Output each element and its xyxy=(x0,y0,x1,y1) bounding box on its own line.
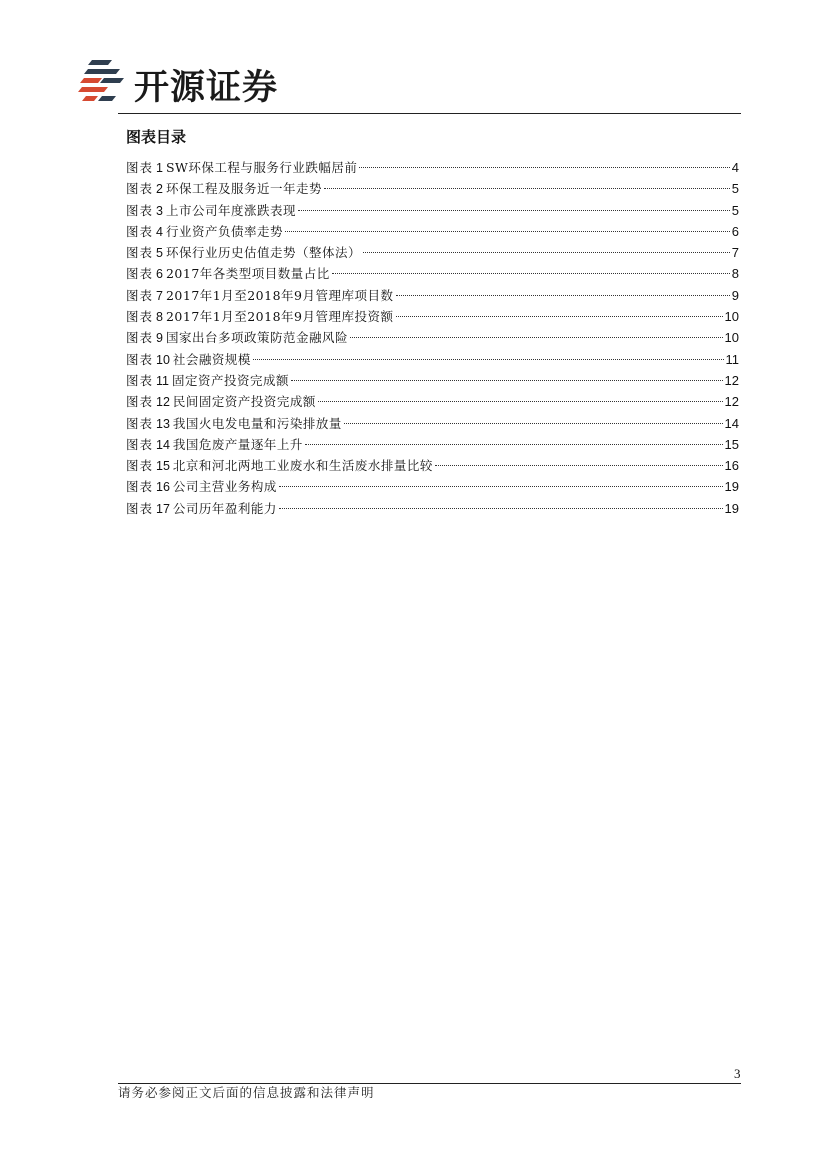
brand-name: 开源证券 xyxy=(134,68,279,108)
toc-entry-page: 11 xyxy=(725,351,739,367)
toc-entry-title: 北京和河北两地工业废水和生活废水排量比较 xyxy=(172,458,433,474)
toc-entry-page: 9 xyxy=(731,287,739,303)
toc-entry-number: 4 xyxy=(156,224,163,239)
toc-entry-title: 国家出台多项政策防范金融风险 xyxy=(165,330,348,346)
toc-entry-page: 5 xyxy=(731,181,739,197)
toc-entry-page: 10 xyxy=(724,309,739,325)
toc-dot-leader xyxy=(332,273,730,274)
toc-entry-title: 2017年1月至2018年9月管理库投资额 xyxy=(165,309,394,325)
toc-dot-leader xyxy=(359,167,729,168)
toc-entry-prefix: 图表 xyxy=(126,479,154,495)
toc-list xyxy=(126,157,739,519)
toc-dot-leader xyxy=(279,508,723,509)
toc-entry-prefix: 图表 xyxy=(126,309,154,325)
toc-entry[interactable] xyxy=(126,178,739,199)
toc-entry-number: 10 xyxy=(156,352,170,367)
toc-dot-leader xyxy=(305,444,723,445)
toc-entry[interactable] xyxy=(126,285,739,306)
toc-entry-number: 6 xyxy=(156,267,163,282)
toc-dot-leader xyxy=(350,337,723,338)
toc-entry-title: 我国火电发电量和污染排放量 xyxy=(172,415,342,431)
toc-entry[interactable] xyxy=(126,413,739,434)
toc-entry-title: 民间固定资产投资完成额 xyxy=(172,394,316,410)
toc-entry-title: 固定资产投资完成额 xyxy=(172,372,290,388)
toc-entry[interactable] xyxy=(126,221,739,242)
toc-heading: 图表目录 xyxy=(126,128,187,146)
toc-entry-page: 12 xyxy=(724,394,739,410)
toc-entry-number: 11 xyxy=(156,373,169,388)
toc-entry-prefix: 图表 xyxy=(126,245,154,261)
toc-entry-number: 2 xyxy=(156,182,163,197)
toc-entry-number: 13 xyxy=(156,416,170,431)
toc-entry-prefix: 图表 xyxy=(126,287,154,303)
toc-entry-number: 8 xyxy=(156,310,163,325)
toc-entry[interactable] xyxy=(126,498,739,519)
toc-dot-leader xyxy=(291,380,723,381)
toc-entry-prefix: 图表 xyxy=(126,181,154,197)
toc-entry-prefix: 图表 xyxy=(126,372,154,388)
toc-entry-title: 环保工程及服务近一年走势 xyxy=(165,181,322,197)
toc-entry-prefix: 图表 xyxy=(126,160,154,175)
toc-entry-number: 15 xyxy=(156,459,170,474)
toc-entry[interactable] xyxy=(126,434,739,455)
toc-entry-number: 9 xyxy=(156,331,163,346)
toc-dot-leader xyxy=(324,188,730,189)
toc-dot-leader xyxy=(396,295,730,296)
toc-entry[interactable] xyxy=(126,370,739,391)
toc-dot-leader xyxy=(363,252,730,253)
toc-entry[interactable] xyxy=(126,200,739,221)
toc-entry[interactable] xyxy=(126,349,739,370)
toc-entry-title: 2017年1月至2018年9月管理库项目数 xyxy=(165,287,394,303)
toc-entry-page: 19 xyxy=(724,479,739,495)
toc-entry-prefix: 图表 xyxy=(126,351,154,367)
toc-entry-title: 2017年各类型项目数量占比 xyxy=(165,266,330,282)
toc-entry-number: 12 xyxy=(156,395,170,410)
toc-entry-page: 12 xyxy=(724,372,739,388)
toc-entry-prefix: 图表 xyxy=(126,436,154,452)
toc-dot-leader xyxy=(253,359,724,360)
toc-entry-title: 公司历年盈利能力 xyxy=(172,500,277,516)
toc-dot-leader xyxy=(435,465,723,466)
toc-entry-number: 16 xyxy=(156,480,170,495)
toc-dot-leader xyxy=(344,423,723,424)
toc-entry-number: 5 xyxy=(156,246,163,261)
toc-entry-page: 14 xyxy=(724,415,739,431)
toc-dot-leader xyxy=(279,486,723,487)
toc-entry-title: 环保行业历史估值走势（整体法） xyxy=(165,245,361,261)
toc-entry-page: 4 xyxy=(731,160,739,175)
toc-entry-number: 1 xyxy=(156,161,163,175)
toc-entry-prefix: 图表 xyxy=(126,394,154,410)
toc-entry[interactable] xyxy=(126,391,739,412)
toc-entry-prefix: 图表 xyxy=(126,202,154,218)
toc-entry-title: 上市公司年度涨跌表现 xyxy=(165,202,296,218)
toc-entry[interactable] xyxy=(126,455,739,476)
toc-entry-title: 公司主营业务构成 xyxy=(172,479,277,495)
page-number: 3 xyxy=(734,1066,741,1081)
toc-entry-prefix: 图表 xyxy=(126,415,154,431)
toc-entry-page: 19 xyxy=(724,500,739,516)
toc-entry-prefix: 图表 xyxy=(126,500,154,516)
toc-entry-number: 17 xyxy=(156,501,170,516)
toc-entry-title: 我国危废产量逐年上升 xyxy=(172,436,303,452)
toc-entry-page: 5 xyxy=(731,202,739,218)
toc-entry[interactable] xyxy=(126,263,739,284)
toc-entry-number: 3 xyxy=(156,203,163,218)
toc-dot-leader xyxy=(318,401,723,402)
toc-entry-page: 8 xyxy=(731,266,739,282)
toc-dot-leader xyxy=(285,231,730,232)
toc-dot-leader xyxy=(298,210,730,211)
toc-entry-number: 14 xyxy=(156,437,170,452)
toc-entry[interactable] xyxy=(126,306,739,327)
footer-disclaimer: 请务必参阅正文后面的信息披露和法律声明 xyxy=(118,1085,375,1100)
toc-entry[interactable] xyxy=(126,157,739,178)
toc-entry-prefix: 图表 xyxy=(126,266,154,282)
toc-entry-page: 6 xyxy=(731,223,739,239)
toc-entry-prefix: 图表 xyxy=(126,330,154,346)
brand-logo-icon xyxy=(78,58,128,104)
toc-entry-title: SW环保工程与服务行业跌幅居前 xyxy=(165,160,358,175)
toc-entry-title: 行业资产负债率走势 xyxy=(165,223,283,239)
page-header xyxy=(78,56,778,106)
toc-entry-page: 7 xyxy=(731,245,739,261)
toc-entry-title: 社会融资规模 xyxy=(172,351,251,367)
header-divider xyxy=(118,113,741,114)
toc-entry-page: 15 xyxy=(724,436,739,452)
toc-dot-leader xyxy=(396,316,723,317)
toc-entry-prefix: 图表 xyxy=(126,223,154,239)
toc-entry[interactable] xyxy=(126,327,739,348)
toc-entry-page: 16 xyxy=(724,458,739,474)
toc-entry-prefix: 图表 xyxy=(126,458,154,474)
toc-entry-page: 10 xyxy=(724,330,739,346)
toc-entry[interactable] xyxy=(126,476,739,497)
toc-entry-number: 7 xyxy=(156,288,163,303)
toc-entry[interactable] xyxy=(126,242,739,263)
